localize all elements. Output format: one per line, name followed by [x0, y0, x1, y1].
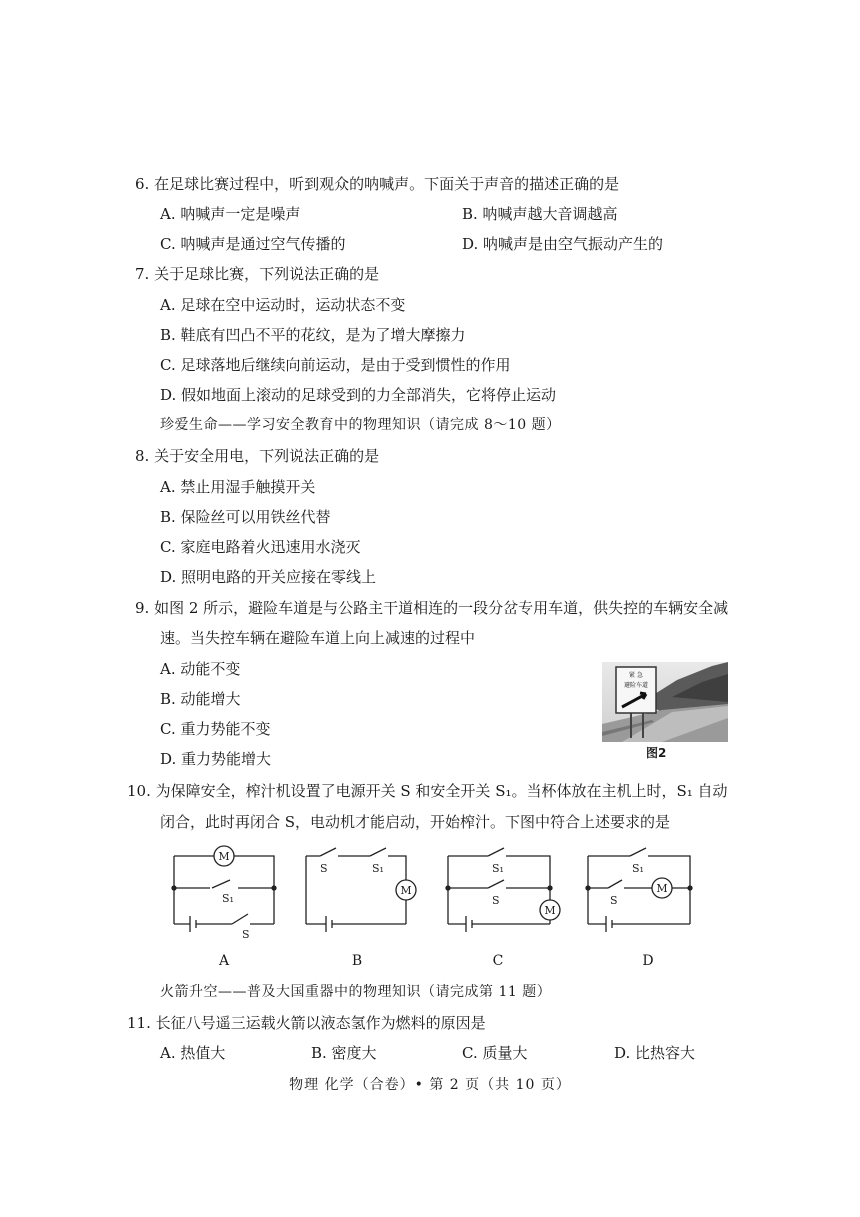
q9-option-b: B. 动能增大: [160, 690, 241, 708]
q6-option-d: D. 呐喊声是由空气振动产生的: [462, 235, 664, 253]
q7-option-a: A. 足球在空中运动时，运动状态不变: [160, 296, 406, 314]
circuit-c: [446, 848, 560, 932]
q6-option-c: C. 呐喊声是通过空气传播的: [160, 235, 346, 253]
figure-2-caption: 图2: [646, 746, 667, 760]
circuit-d: [586, 848, 692, 932]
q6-stem: 6. 在足球比赛过程中，听到观众的呐喊声。下面关于声音的描述正确的是: [135, 175, 620, 193]
q11-stem: 11. 长征八号遥三运载火箭以液态氢作为燃料的原因是: [127, 1014, 486, 1032]
q7-option-d: D. 假如地面上滚动的足球受到的力全部消失，它将停止运动: [160, 386, 557, 404]
q9-option-c: C. 重力势能不变: [160, 720, 271, 738]
q6-option-b: B. 呐喊声越大音调越高: [462, 205, 618, 223]
q7-stem: 7. 关于足球比赛，下列说法正确的是: [135, 265, 380, 283]
q8-option-b: B. 保险丝可以用铁丝代替: [160, 508, 331, 526]
circuit-label-a: A: [218, 953, 230, 969]
circuit-b: [306, 848, 416, 932]
svg-text:M: M: [544, 904, 556, 917]
q7-option-b: B. 鞋底有凹凸不平的花纹，是为了增大摩擦力: [160, 326, 466, 344]
q6-option-a: A. 呐喊声一定是噪声: [160, 205, 301, 223]
q9-option-a: A. 动能不变: [160, 660, 241, 678]
q8-option-a: A. 禁止用湿手触摸开关: [160, 478, 316, 496]
q10-stem-line2: 闭合，此时再闭合 S，电动机才能启动，开始榨汁。下图中符合上述要求的是: [160, 813, 671, 831]
svg-text:S₁: S₁: [372, 862, 384, 875]
q10-stem-line1: 10. 为保障安全，榨汁机设置了电源开关 S 和安全开关 S₁。当杯体放在主机上时，S₁ 自动: [127, 782, 728, 800]
sign-text-line2: 避险车道: [623, 682, 649, 689]
section-heading-safety: 珍爱生命——学习安全教育中的物理知识（请完成 8～10 题）: [160, 417, 561, 433]
circuit-label-d: D: [642, 953, 654, 969]
q11-option-c: C. 质量大: [462, 1044, 528, 1062]
q8-stem: 8. 关于安全用电，下列说法正确的是: [135, 447, 380, 465]
svg-text:S₁: S₁: [632, 862, 644, 875]
q11-option-b: B. 密度大: [311, 1044, 377, 1062]
q11-option-d: D. 比热容大: [614, 1044, 696, 1062]
page-footer: 物理 化学（合卷）• 第 2 页（共 10 页）: [289, 1077, 571, 1093]
section-heading-rocket: 火箭升空——普及大国重器中的物理知识（请完成第 11 题）: [160, 984, 552, 1000]
svg-text:S: S: [492, 894, 500, 907]
q9-stem-line2: 速。当失控车辆在避险车道上向上减速的过程中: [160, 629, 476, 647]
svg-text:S: S: [320, 862, 328, 875]
switch-label-s1: S₁: [222, 892, 234, 905]
sign-text-line1: 紧 急: [629, 672, 643, 679]
q7-option-c: C. 足球落地后继续向前运动，是由于受到惯性的作用: [160, 356, 511, 374]
svg-text:S: S: [610, 894, 618, 907]
svg-text:M: M: [400, 884, 412, 897]
q8-option-d: D. 照明电路的开关应接在零线上: [160, 568, 377, 586]
svg-text:M: M: [656, 882, 668, 895]
switch-label-s: S: [242, 928, 250, 941]
q9-option-d: D. 重力势能增大: [160, 750, 272, 768]
q11-option-a: A. 热值大: [160, 1044, 226, 1062]
svg-text:S₁: S₁: [492, 862, 504, 875]
circuit-label-b: B: [351, 953, 363, 969]
circuit-a: [172, 846, 276, 941]
emergency-lane-illustration: [602, 662, 728, 742]
svg-text:M: M: [218, 850, 230, 863]
q8-option-c: C. 家庭电路着火迅速用水浇灭: [160, 538, 361, 556]
q9-stem-line1: 9. 如图 2 所示，避险车道是与公路主干道相连的一段分岔专用车道，供失控的车辆安全减: [135, 599, 729, 617]
circuit-label-c: C: [492, 953, 504, 969]
figure-2-emergency-lane-photo: [602, 662, 728, 742]
circuit-diagrams: [160, 840, 740, 940]
